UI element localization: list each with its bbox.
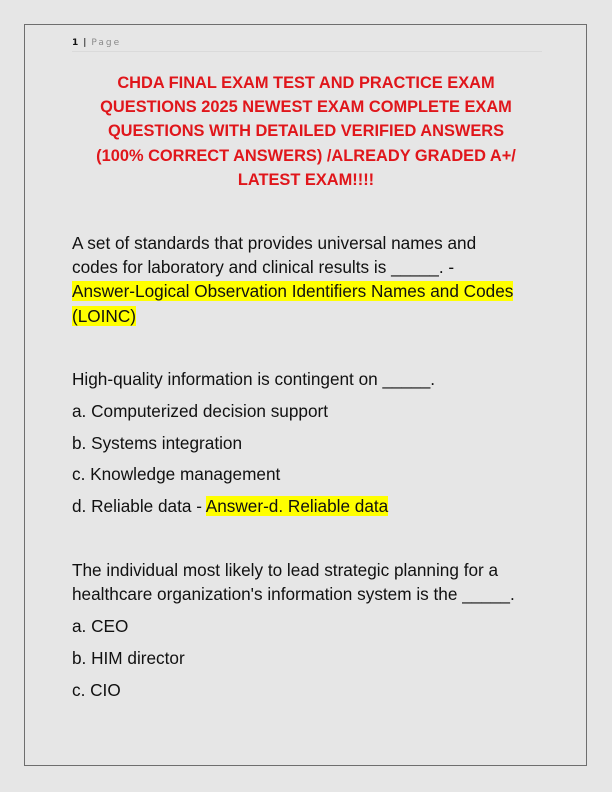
question-3 — [72, 558, 552, 702]
question-1 — [72, 231, 552, 328]
question-stem: The individual most likely to lead strategic planning for a — [72, 560, 499, 580]
option-b: b. HIM director — [72, 647, 185, 668]
document-title — [66, 71, 546, 192]
option-a: a. Computerized decision support — [72, 400, 329, 421]
title-line: CHDA FINAL EXAM TEST AND PRACTICE EXAM — [117, 74, 495, 92]
answer-highlight: Answer-Logical Observation Identifiers Names and Codes — [72, 281, 514, 302]
option-b: b. Systems integration — [72, 432, 243, 453]
header-separator: | — [83, 38, 87, 48]
option-c: c. Knowledge management — [72, 464, 281, 485]
title-line: LATEST EXAM!!!! — [237, 170, 375, 189]
page-header — [72, 37, 542, 52]
question-stem: codes for laboratory and clinical results is _____. - — [72, 257, 455, 278]
option-d-text: d. Reliable data - — [72, 496, 206, 517]
answer-highlight: (LOINC) — [72, 305, 136, 326]
title-line: (100% CORRECT ANSWERS) /ALREADY GRADED A+/ — [96, 146, 516, 165]
page-number: 1 — [72, 38, 79, 48]
question-stem: High-quality information is contingent on _____. — [72, 369, 436, 389]
option-c: c. CIO — [72, 679, 121, 700]
page-label: Page — [91, 38, 122, 48]
option-d — [72, 494, 552, 518]
answer-highlight: Answer-d. Reliable data — [205, 496, 389, 517]
question-stem: A set of standards that provides universal names and — [72, 233, 477, 253]
title-line: QUESTIONS 2025 NEWEST EXAM COMPLETE EXAM — [100, 98, 512, 117]
title-line: QUESTIONS WITH DETAILED VERIFIED ANSWERS — [107, 122, 505, 141]
question-stem: healthcare organization's information system is the _____. — [72, 584, 515, 605]
question-2 — [72, 367, 552, 518]
option-a: a. CEO — [72, 616, 129, 636]
